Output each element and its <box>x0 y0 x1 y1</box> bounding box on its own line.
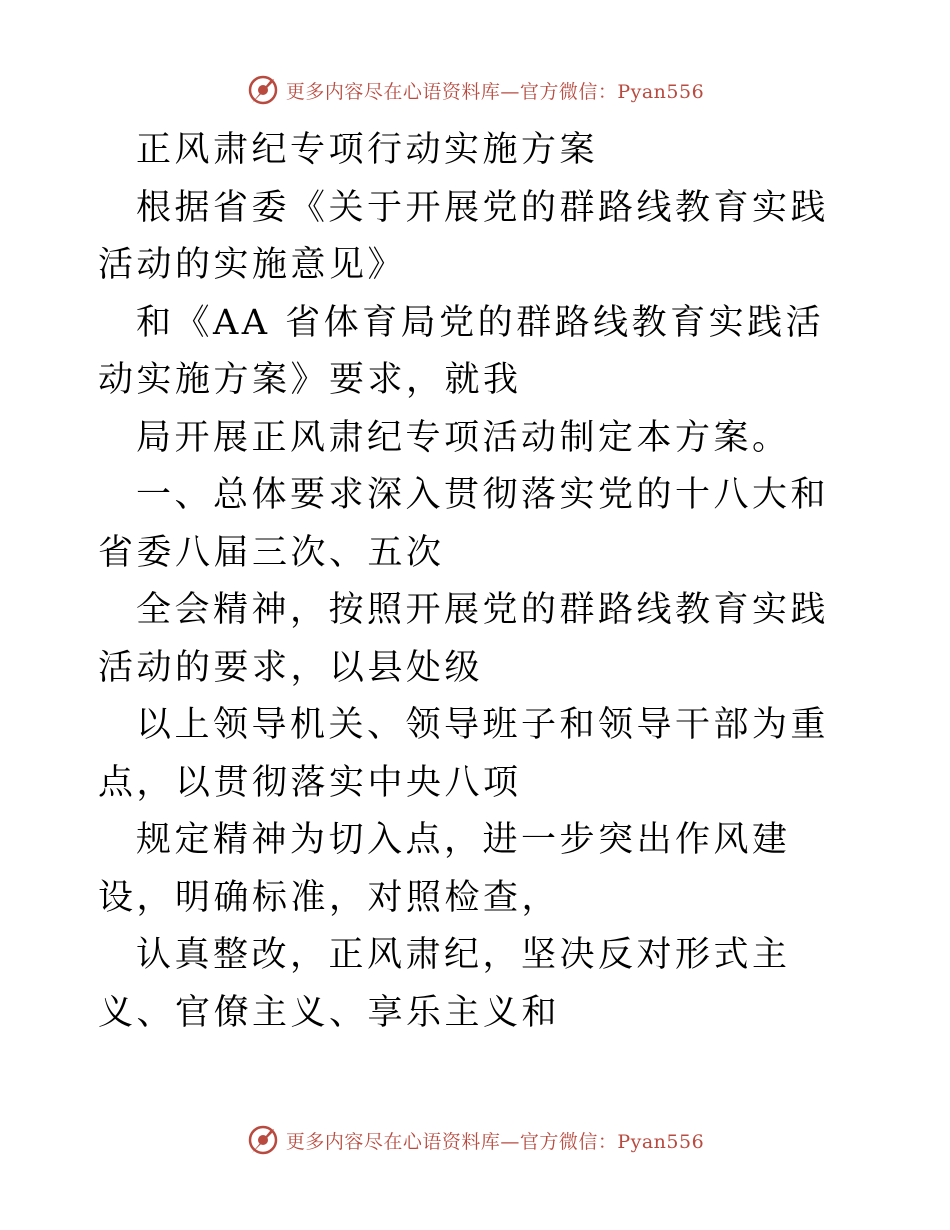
paragraph: 和《AA 省体育局党的群路线教育实践活动实施方案》要求，就我 <box>98 302 825 400</box>
footer-banner <box>0 1120 950 1160</box>
paragraph: 全会精神，按照开展党的群路线教育实践活动的要求，以县处级 <box>98 590 830 688</box>
header-banner <box>0 70 950 110</box>
footer-banner-text: 更多内容尽在心语资料库—官方微信：Pyan556 <box>285 1130 705 1153</box>
document-title: 正风肃纪专项行动实施方案 <box>136 130 599 170</box>
paragraph: 以上领导机关、领导班子和领导干部为重点，以贯彻落实中央八项 <box>98 705 830 803</box>
header-banner-text: 更多内容尽在心语资料库—官方微信：Pyan556 <box>285 80 705 103</box>
paragraph: 根据省委《关于开展党的群路线教育实践活动的实施意见》 <box>98 187 830 285</box>
paragraph: 局开展正风肃纪专项活动制定本方案。 <box>136 417 791 458</box>
quill-pen-seal-icon <box>246 73 280 107</box>
quill-pen-seal-icon <box>246 1123 280 1157</box>
paragraph: 规定精神为切入点，进一步突出作风建设，明确标准，对照检查， <box>98 820 791 918</box>
paragraph: 一、总体要求深入贯彻落实党的十八大和省委八届三次、五次 <box>98 475 830 573</box>
paragraph: 认真整改，正风肃纪，坚决反对形式主义、官僚主义、享乐主义和 <box>98 935 791 1033</box>
document-body <box>98 122 858 1042</box>
